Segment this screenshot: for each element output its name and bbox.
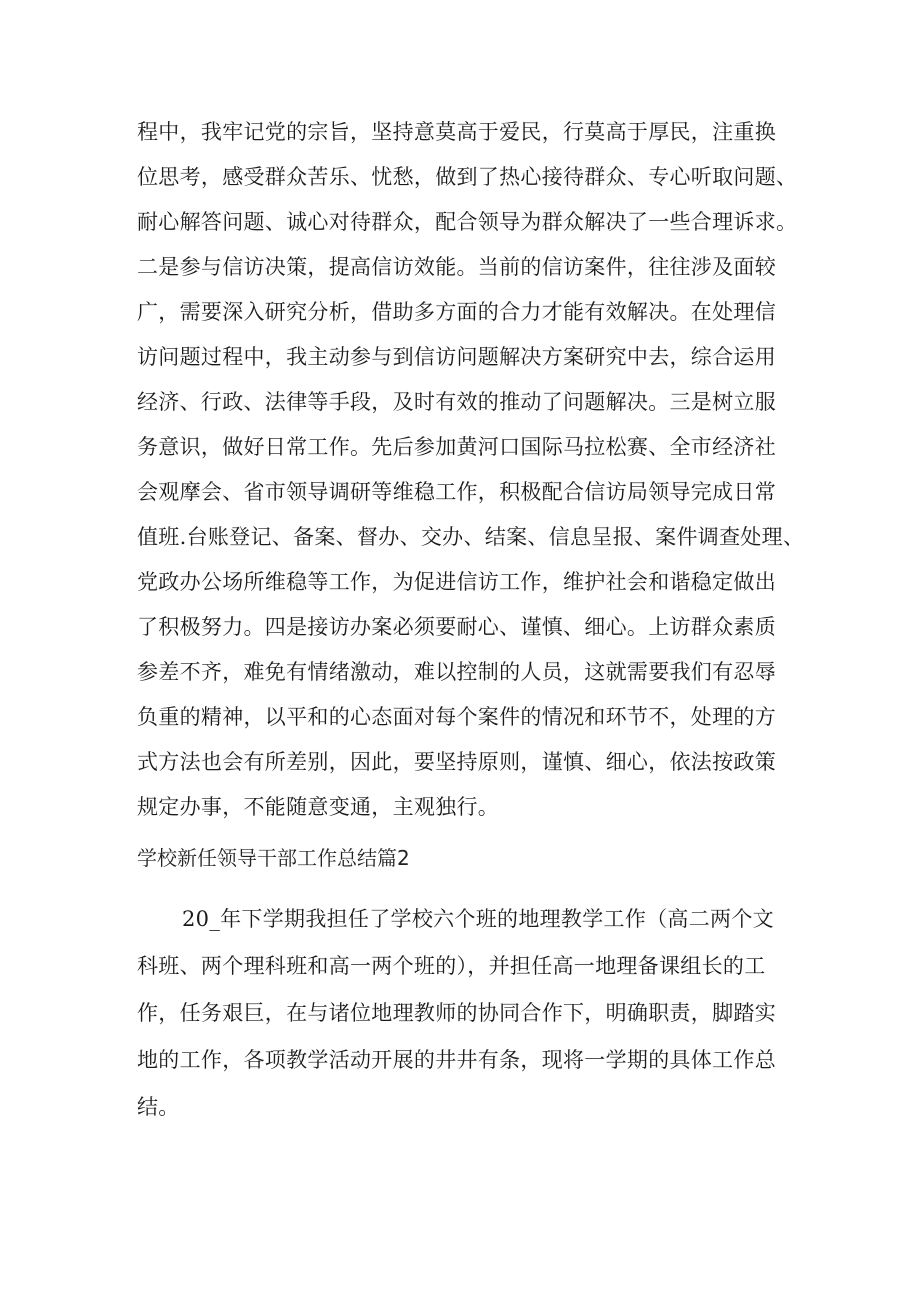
body-line: 了积极努力。四是接访办案必须要耐心、谨慎、细心。上访群众素质 [137, 615, 776, 639]
body-line: 式方法也会有所差别，因此，要坚持原则，谨慎、细心，依法按政策 [137, 750, 776, 774]
body-line: 位思考，感受群众苦乐、忧愁，做到了热心接待群众、专心听取问题、 [137, 165, 798, 189]
section-line: 地的工作，各项教学活动开展的井井有条，现将一学期的具体工作总 [137, 1048, 776, 1072]
section-line: 结。 [137, 1095, 180, 1119]
body-line: 经济、行政、法律等手段，及时有效的推动了问题解决。三是树立服 [137, 390, 776, 414]
body-line: 参差不齐，难免有情绪激动，难以控制的人员，这就需要我们有忍辱 [137, 660, 776, 684]
body-line: 务意识，做好日常工作。先后参加黄河口国际马拉松赛、全市经济社 [137, 435, 776, 459]
body-line: 耐心解答问题、诚心对待群众，配合领导为群众解决了一些合理诉求。 [137, 210, 798, 234]
section-heading: 学校新任领导干部工作总结篇2 [137, 846, 410, 870]
body-line: 会观摩会、省市领导调研等维稳工作，积极配合信访局领导完成日常 [137, 480, 776, 504]
section-line: 作，任务艰巨，在与诸位地理教师的协同合作下，明确职责，脚踏实 [137, 1001, 776, 1025]
section-line: 20_年下学期我担任了学校六个班的地理教学工作（高二两个文 [182, 907, 774, 931]
body-line: 负重的精神，以平和的心态面对每个案件的情况和环节不，处理的方 [137, 705, 776, 729]
body-line: 规定办事，不能随意变通，主观独行。 [137, 795, 500, 819]
body-line: 程中，我牢记党的宗旨，坚持意莫高于爱民，行莫高于厚民，注重换 [137, 120, 776, 144]
body-line: 访问题过程中，我主动参与到信访问题解决方案研究中去，综合运用 [137, 345, 776, 369]
body-line: 广，需要深入研究分析，借助多方面的合力才能有效解决。在处理信 [137, 300, 776, 324]
body-line: 二是参与信访决策，提高信访效能。当前的信访案件，往往涉及面较 [137, 255, 776, 279]
body-line: 值班.台账登记、备案、督办、交办、结案、信息呈报、案件调查处理、 [137, 525, 805, 549]
body-line: 党政办公场所维稳等工作，为促进信访工作，维护社会和谐稳定做出 [137, 570, 776, 594]
section-line: 科班、两个理科班和高一两个班的），并担任高一地理备课组长的工 [137, 954, 766, 978]
